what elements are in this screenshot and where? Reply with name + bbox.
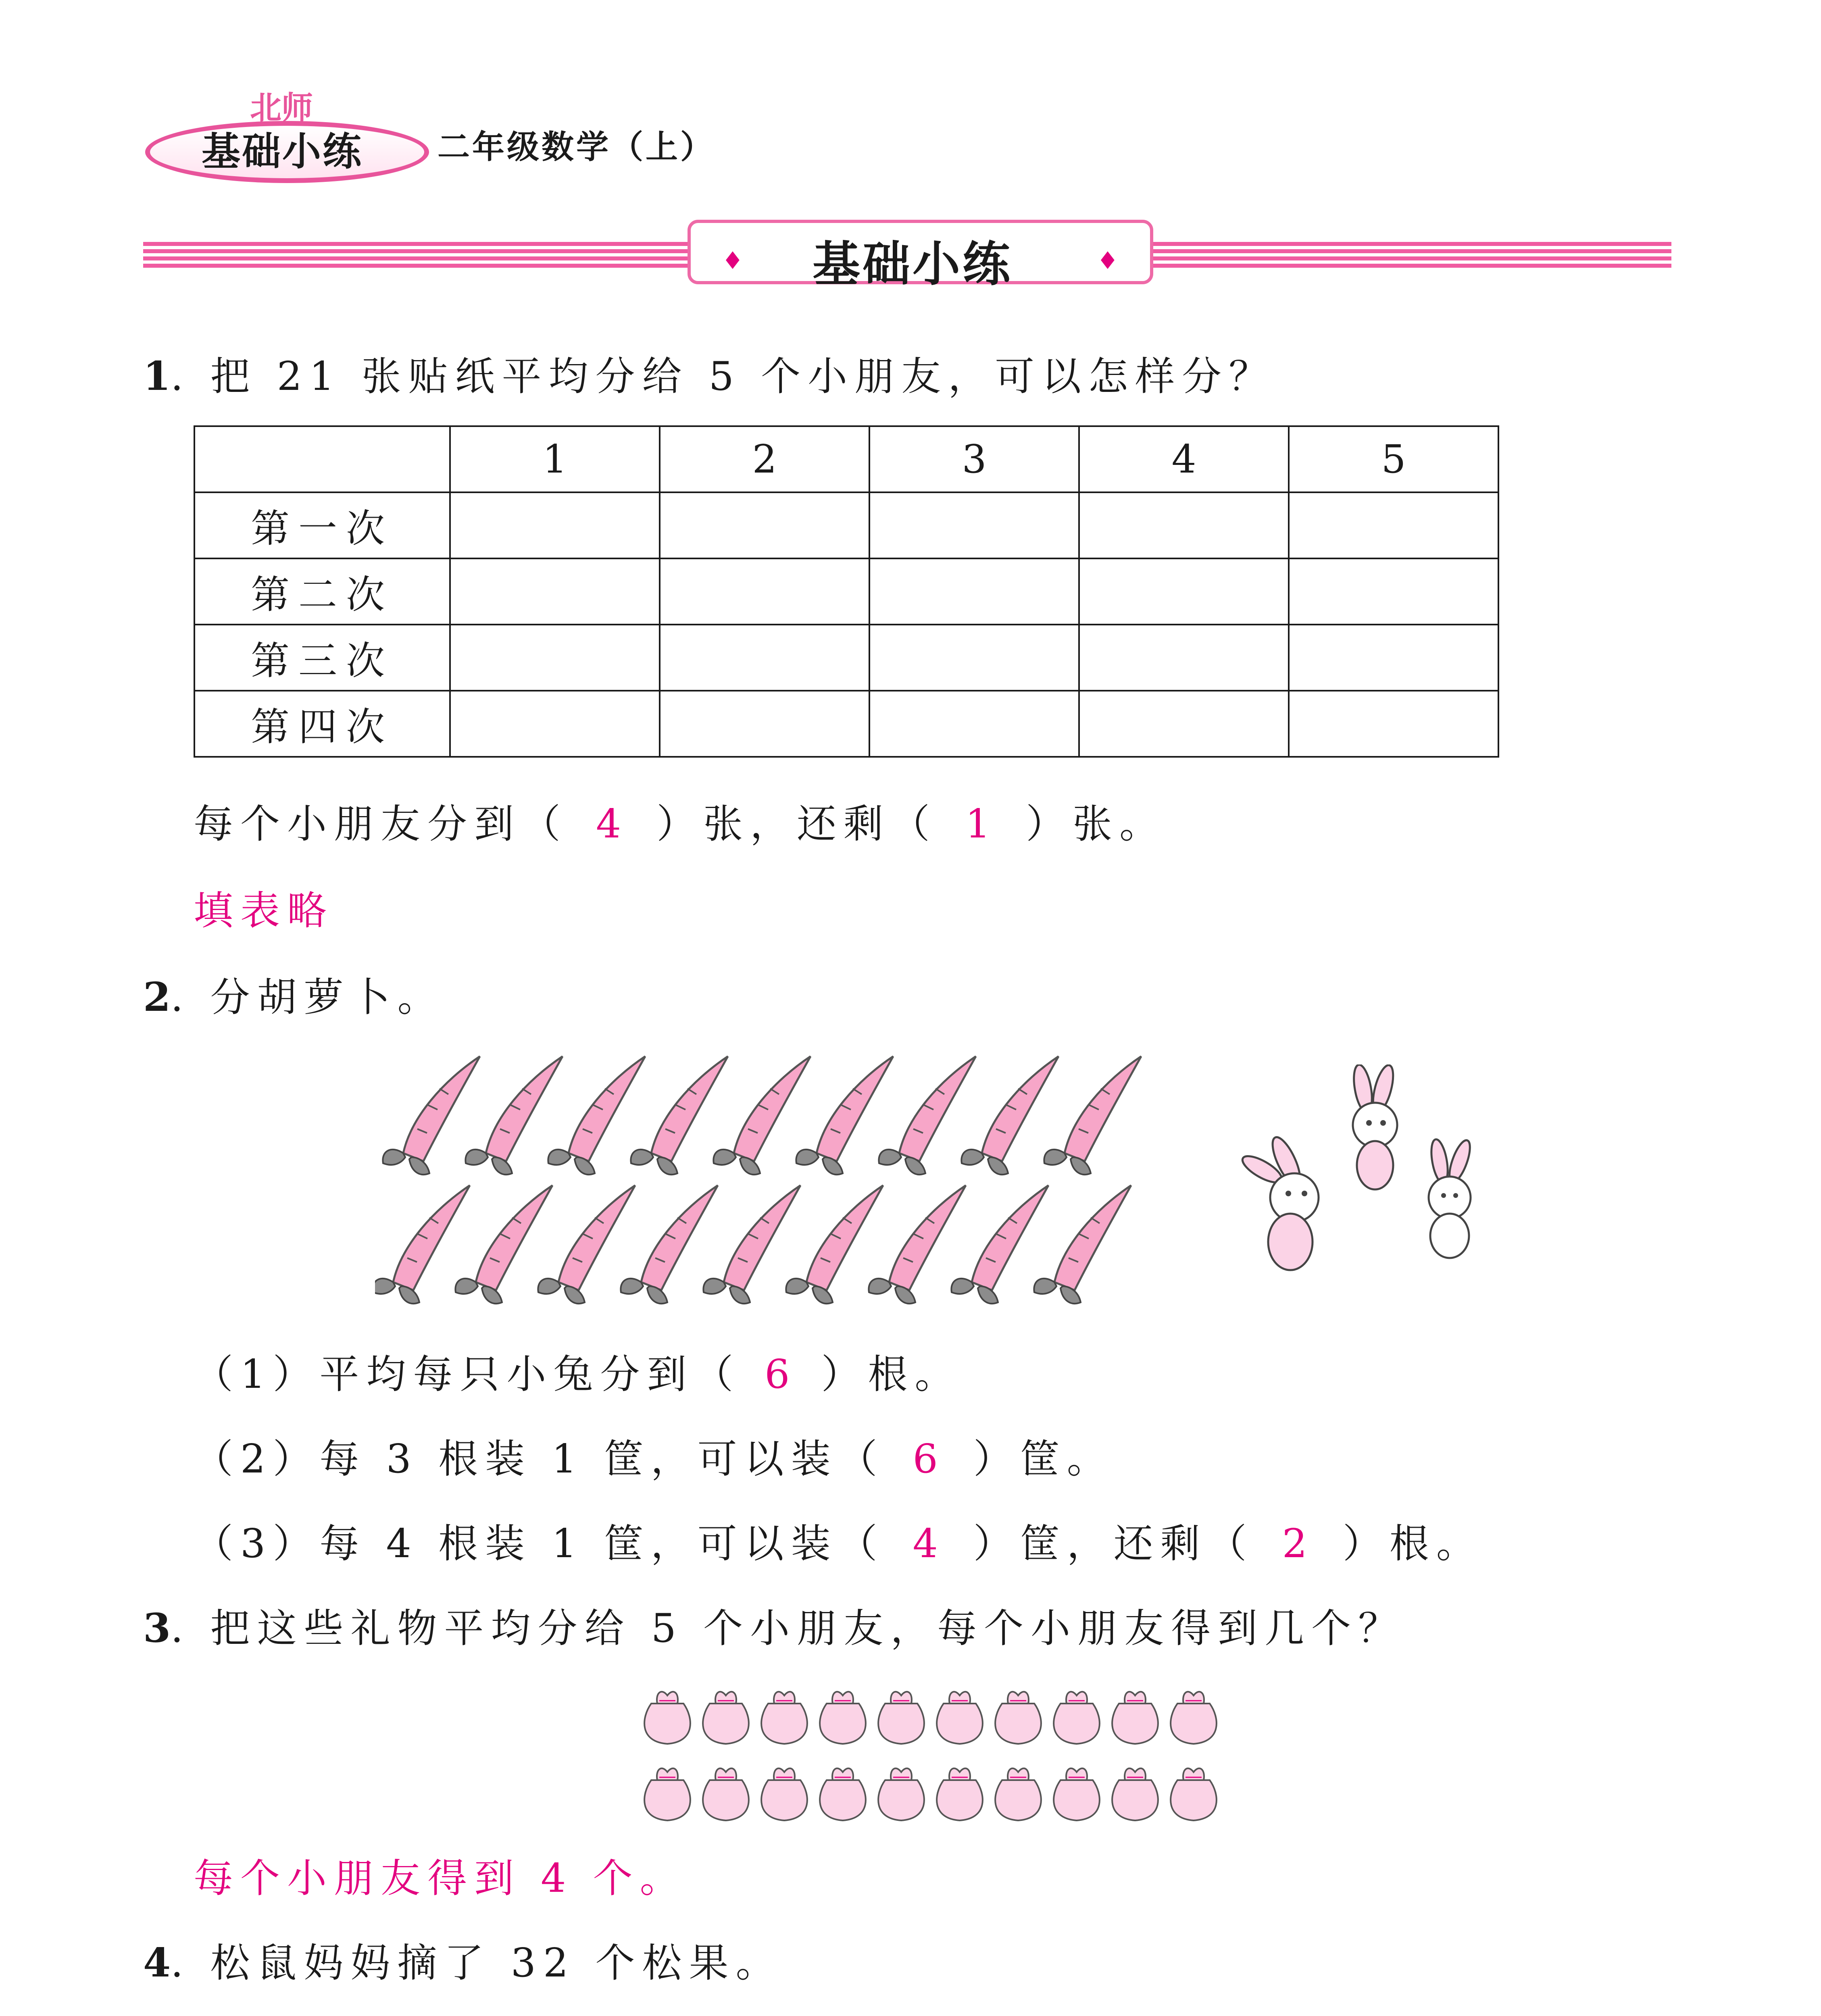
table-cell[interactable] (1289, 691, 1498, 757)
gift-bag-icon (1112, 1692, 1158, 1744)
rabbit-illustration (1226, 1064, 1508, 1274)
gift-bag-illustration (637, 1677, 1234, 1831)
sub-question-text: ）根。 (1342, 1521, 1483, 1567)
gift-bag-icon (761, 1768, 807, 1820)
rabbit-icon (1351, 1064, 1397, 1189)
carrot-icon (1044, 1056, 1141, 1175)
section-title: 基础小练 (813, 236, 1013, 292)
table-cell[interactable] (660, 691, 869, 757)
table-cell[interactable] (1079, 558, 1289, 625)
sub-question-text: ）筐，还剩（ (973, 1521, 1254, 1567)
answer-value: 2 (1282, 1521, 1315, 1567)
gift-bag-icon (1054, 1768, 1100, 1820)
answer-text: ）张，还剩（ (656, 801, 938, 847)
carrot-illustration (375, 1052, 1181, 1318)
table-cell[interactable] (450, 691, 660, 757)
gift-bag-icon (820, 1692, 866, 1744)
table-cell[interactable] (1079, 691, 1289, 757)
question-3 (143, 1597, 1405, 1654)
sub-question-text: （1）平均每只小兔分到（ (194, 1352, 741, 1397)
gift-bag-icon (995, 1692, 1041, 1744)
q1-answer-line (194, 792, 1166, 849)
gift-bag-icon (995, 1768, 1041, 1820)
table-column-header: 2 (660, 426, 869, 492)
table-cell[interactable] (1289, 625, 1498, 691)
carrot-icon (1034, 1185, 1131, 1304)
brand-series-title: 基础小练 (202, 129, 363, 174)
gift-bag-icon (1112, 1768, 1158, 1820)
table-column-header: 4 (1079, 426, 1289, 492)
q2-sub-2 (194, 1427, 1114, 1484)
rabbit-icon (1239, 1134, 1319, 1270)
answer-text: ）张。 (1026, 801, 1167, 847)
title-band-right (1153, 242, 1671, 270)
table-row (194, 625, 1498, 691)
brand-publisher: 北师 (250, 90, 313, 126)
table-cell[interactable] (1079, 625, 1289, 691)
gift-bag-icon (703, 1692, 749, 1744)
table-column-header: 3 (869, 426, 1079, 492)
table-cell[interactable] (450, 492, 660, 558)
question-2 (143, 966, 444, 1023)
gift-bag-icon (878, 1768, 924, 1820)
question-text: . 松鼠妈妈摘了 32 个松果。 (171, 1940, 783, 1986)
gift-bag-icon (937, 1692, 983, 1744)
table-cell[interactable] (1079, 492, 1289, 558)
table-row (194, 558, 1498, 625)
table-cell[interactable] (660, 625, 869, 691)
table-row-header: 第三次 (194, 625, 450, 691)
table-cell[interactable] (869, 558, 1079, 625)
gift-bag-icon (644, 1692, 690, 1744)
sub-question-text: ）根。 (821, 1352, 962, 1397)
gift-bag-icon (644, 1768, 690, 1820)
diamond-icon: ♦ (1097, 247, 1119, 275)
table-cell[interactable] (1289, 492, 1498, 558)
question-text: . 分胡萝卜。 (171, 975, 444, 1020)
sub-question-text: （2）每 3 根装 1 筐，可以装（ (194, 1436, 885, 1482)
title-band-left (143, 242, 688, 270)
question-4 (143, 1931, 783, 1988)
table-cell[interactable] (1289, 558, 1498, 625)
sub-question-text: ）筐。 (973, 1436, 1114, 1482)
table-cell[interactable] (869, 625, 1079, 691)
q2-sub-3 (194, 1512, 1483, 1569)
question-number: 2 (143, 974, 171, 1020)
question-1 (143, 345, 1275, 402)
book-grade-label: 二年级数学（上） (438, 128, 715, 166)
q1-note: 填表略 (194, 888, 334, 934)
gift-bag-icon (1171, 1768, 1217, 1820)
question-number: 3 (143, 1605, 171, 1652)
answer-value: 4 (913, 1521, 945, 1567)
sub-question-text: （3）每 4 根装 1 筐，可以装（ (194, 1521, 885, 1567)
table-cell[interactable] (660, 492, 869, 558)
answer-value: 6 (765, 1352, 797, 1397)
table-cell[interactable] (869, 492, 1079, 558)
gift-bag-icon (878, 1692, 924, 1744)
gift-bag-icon (937, 1768, 983, 1820)
table-column-header: 5 (1289, 426, 1498, 492)
answer-text: 每个小朋友分到（ (194, 801, 568, 847)
table-row-header: 第一次 (194, 492, 450, 558)
gift-bag-icon (761, 1692, 807, 1744)
answer-value: 6 (913, 1436, 945, 1482)
rabbit-icon (1429, 1138, 1474, 1258)
question-number: 4 (143, 1940, 171, 1986)
q2-sub-1 (194, 1343, 961, 1400)
gift-bag-icon (820, 1768, 866, 1820)
table-column-header: 1 (450, 426, 660, 492)
table-row (194, 691, 1498, 757)
diamond-icon: ♦ (722, 247, 744, 275)
table-header-row (194, 426, 1498, 492)
table-cell[interactable] (450, 625, 660, 691)
table-row-header: 第二次 (194, 558, 450, 625)
answer-value: 4 (596, 801, 629, 847)
table-row-header: 第四次 (194, 691, 450, 757)
distribution-table (194, 425, 1499, 758)
table-cell[interactable] (450, 558, 660, 625)
table-row (194, 492, 1498, 558)
question-number: 1 (143, 353, 171, 400)
table-cell[interactable] (660, 558, 869, 625)
gift-bag-icon (1054, 1692, 1100, 1744)
gift-bag-icon (703, 1768, 749, 1820)
table-cell[interactable] (869, 691, 1079, 757)
answer-value: 1 (965, 801, 998, 847)
gift-bag-icon (1171, 1692, 1217, 1744)
q3-answer: 每个小朋友得到 4 个。 (194, 1856, 687, 1901)
question-text: . 把这些礼物平均分给 5 个小朋友，每个小朋友得到几个？ (171, 1606, 1405, 1652)
table-corner-cell (194, 426, 450, 492)
question-text: . 把 21 张贴纸平均分给 5 个小朋友，可以怎样分？ (171, 354, 1276, 400)
